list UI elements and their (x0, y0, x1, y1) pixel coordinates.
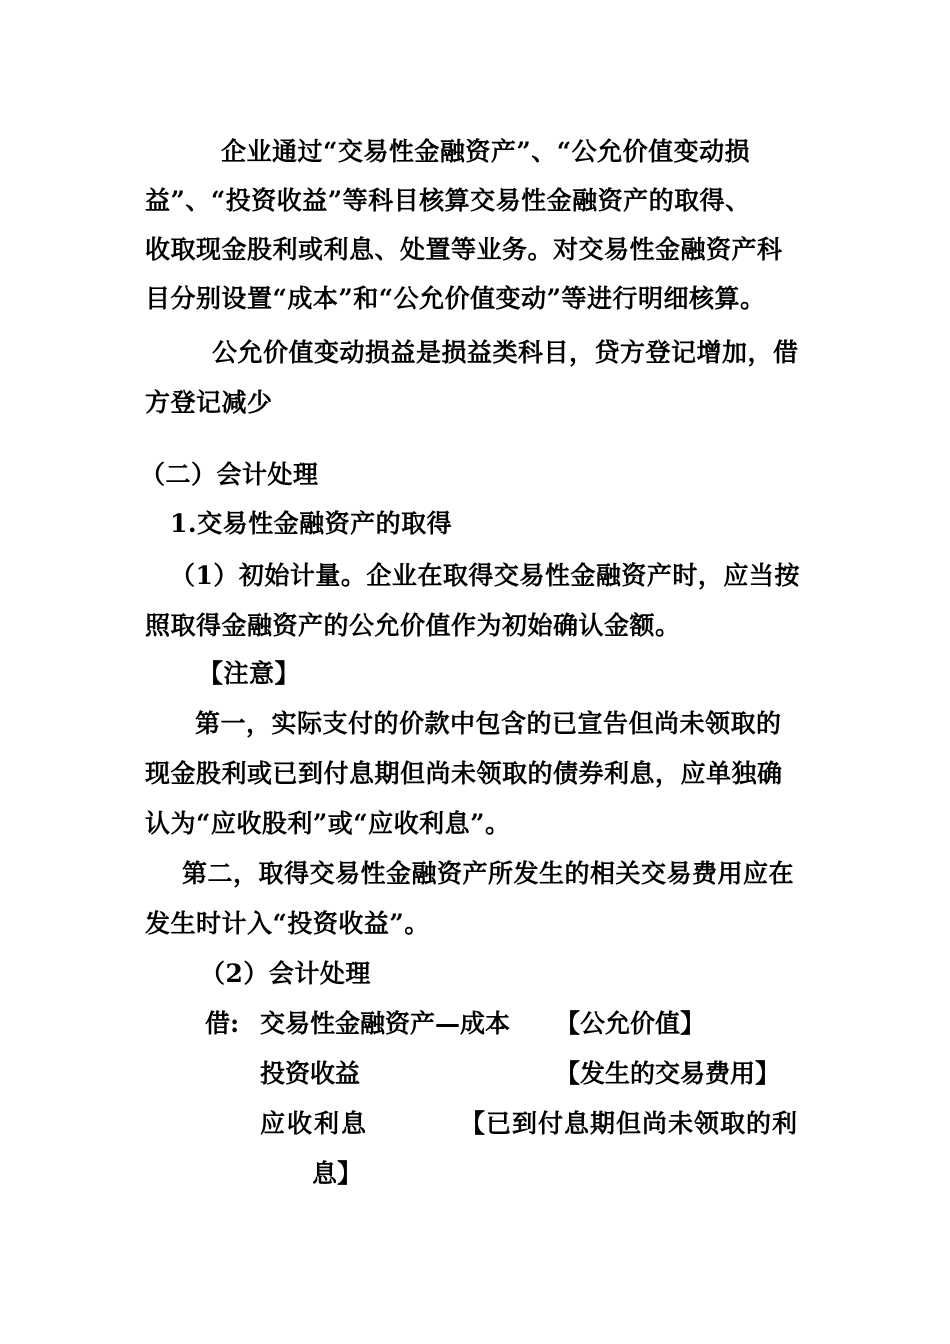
note-2-line-1: 第二，取得交易性金融资产所发生的相关交易费用应在 (182, 859, 795, 888)
journal-entry-3-note-continuation: 息】 (312, 1159, 363, 1188)
paragraph-1-line-3: 收取现金股利或利息、处置等业务。对交易性金融资产科 (145, 235, 783, 264)
accounting-heading: （2）会计处理 (200, 959, 371, 988)
debit-prefix: 借: (205, 1009, 240, 1038)
paragraph-1-line-2: 益”、“投资收益”等科目核算交易性金融资产的取得、 (145, 186, 751, 215)
paragraph-2-line-2: 方登记减少 (145, 388, 273, 417)
journal-entry-3-note: 【已到付息期但尚未领取的利 (460, 1109, 799, 1138)
section-heading: （二）会计处理 (140, 460, 319, 489)
journal-entry-3-account: 应收利息 (260, 1109, 369, 1138)
journal-entry-2-account: 投资收益 (260, 1059, 361, 1088)
subsection-heading: 1.交易性金融资产的取得 (170, 509, 453, 538)
journal-entry-2-note: 【发生的交易费用】 (555, 1059, 781, 1088)
paragraph-1-line-1: 企业通过“交易性金融资产”、“公允价值变动损 (221, 137, 751, 166)
paragraph-3-line-2: 照取得金融资产的公允价值作为初始确认金额。 (145, 611, 681, 640)
journal-entry-1-note: 【公允价值】 (555, 1009, 706, 1038)
note-heading: 【注意】 (198, 659, 301, 688)
journal-entry-1-account: 交易性金融资产—成本 (260, 1009, 511, 1038)
note-1-line-2: 现金股利或已到付息期但尚未领取的债券利息，应单独确 (145, 759, 783, 788)
paragraph-3-line-1: （1）初始计量。企业在取得交易性金融资产时，应当按 (170, 561, 800, 590)
note-1-line-1: 第一，实际支付的价款中包含的已宣告但尚未领取的 (195, 709, 782, 738)
note-1-line-3: 认为“应收股利”或“应收利息”。 (145, 809, 511, 838)
paragraph-2-line-1: 公允价值变动损益是损益类科目，贷方登记增加，借 (212, 338, 799, 367)
note-2-line-2: 发生时计入“投资收益”。 (145, 909, 430, 938)
paragraph-1-line-4: 目分别设置“成本”和“公允价值变动”等进行明细核算。 (145, 284, 766, 313)
